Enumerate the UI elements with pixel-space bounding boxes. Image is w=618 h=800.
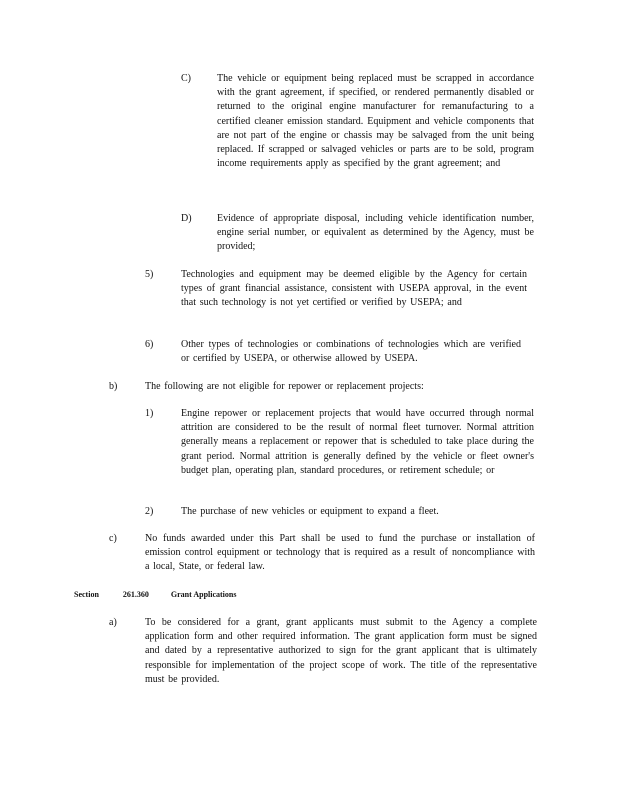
item-label: D) bbox=[181, 213, 192, 224]
item-label: 6) bbox=[145, 339, 154, 350]
item-label: b) bbox=[109, 381, 118, 392]
item-label: 2) bbox=[145, 506, 154, 517]
section-heading bbox=[74, 589, 236, 601]
item-text: The purchase of new vehicles or equipment to expand a fleet. bbox=[181, 506, 439, 517]
item-text: To be considered for a grant, grant applicants must submit to the Agency a complete application form and other required information. The grant application form must be signed and dated by a representative authorized to sign for the grant applicant that is ultimately responsible for implementation of the project scope of work. The title of the representative must be provided. bbox=[145, 617, 537, 685]
item-label: C) bbox=[181, 73, 191, 84]
section-word: Section bbox=[74, 590, 99, 599]
item-label: a) bbox=[109, 617, 117, 628]
section-number: 261.360 bbox=[122, 590, 149, 599]
item-label: c) bbox=[109, 533, 117, 544]
item-text: The vehicle or equipment being replaced must be scrapped in accordance with the grant agreement, if specified, or rendered permanently disabled or returned to the original engine manufacturer for remanufacturing to a certified cleaner emission standard. Equipment and vehicle components that are not part of the engine or chassis may be salvaged from the unit being replaced. If scrapped or salvaged vehicles or parts are to be sold, program income requirements apply as specified by the grant agreement; and bbox=[217, 73, 534, 170]
item-text: Evidence of appropriate disposal, including vehicle identification number, engine serial number, or equivalent as determined by the Agency, must be provided; bbox=[217, 213, 534, 253]
section-title: Grant Applications bbox=[170, 590, 237, 599]
item-text: Other types of technologies or combinations of technologies which are verified or certified by USEPA, or otherwise allowed by USEPA. bbox=[181, 339, 521, 365]
item-label: 5) bbox=[145, 269, 154, 280]
item-text: Technologies and equipment may be deemed eligible by the Agency for certain types of grant financial assistance, consistent with USEPA approval, in the event that such technology is not yet certified or verified by USEPA; and bbox=[181, 269, 527, 309]
item-text: No funds awarded under this Part shall be used to fund the purchase or installation of emission control equipment or technology that is required as a result of noncompliance with a local, State, or federal law. bbox=[145, 533, 535, 573]
item-text: Engine repower or replacement projects that would have occurred through normal attrition are considered to be the result of normal fleet turnover. Normal attrition generally means a replacement or repower that is scheduled to take place during the grant period. Normal attrition is generally defined by the vehicle or fleet owner's budget plan, operating plan, standard procedures, or retirement schedule; or bbox=[181, 408, 534, 476]
item-text: The following are not eligible for repower or replacement projects: bbox=[145, 381, 424, 392]
item-label: 1) bbox=[145, 408, 154, 419]
